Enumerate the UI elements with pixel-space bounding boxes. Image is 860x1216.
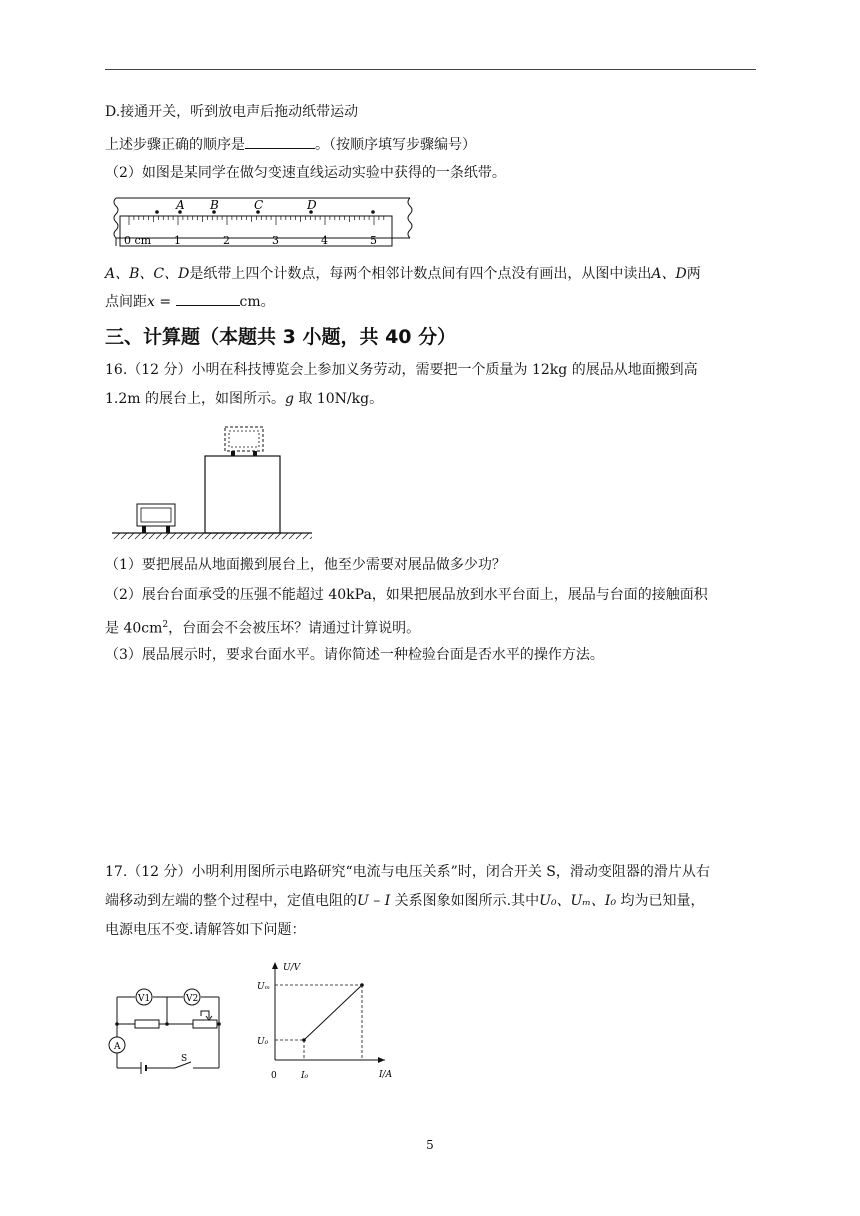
hatch-line [233, 533, 239, 539]
ruler-ticks [129, 216, 384, 225]
voltmeter-v2-label: V2 [186, 994, 199, 1004]
hatch-line [156, 533, 162, 539]
order-question [105, 134, 476, 155]
ground-hatching [114, 533, 312, 539]
display-stand [205, 456, 280, 533]
q16-line2a: 1.2m 的展台上，如图所示。 [105, 391, 285, 407]
hatch-line [275, 533, 281, 539]
q16-sub2b-pre: 是 40cm [105, 620, 163, 637]
q16-line2 [105, 389, 383, 409]
q17-line2c: 均为已知量， [616, 893, 705, 909]
hatch-line [184, 533, 190, 539]
q16-line2b: 取 10N/kg。 [293, 391, 384, 407]
hatch-line [177, 533, 183, 539]
q17-line2b: 关系图象如图所示.其中 [390, 893, 540, 909]
tape-dot [155, 210, 159, 214]
hatch-line [247, 533, 253, 539]
q2-text: （2）如图是某同学在做匀变速直线运动实验中获得的一条纸带。 [105, 165, 506, 181]
hatch-line [226, 533, 232, 539]
distance-answer-blank[interactable] [176, 291, 240, 306]
point-label-a: A [176, 198, 185, 212]
ruler-label-0: 0 cm [124, 234, 152, 247]
origin-label: 0 [271, 1071, 277, 1081]
q16-sub2b-sup: 2 [162, 620, 169, 630]
tape-desc-end: 两 [686, 266, 701, 282]
q17-line2 [105, 891, 705, 911]
hatch-line [268, 533, 274, 539]
step-d-text: D.接通开关，听到放电声后拖动纸带运动 [105, 104, 359, 120]
i0-label: I₀ [301, 1071, 309, 1081]
order-suffix: 。（按顺序填写步骤编号） [315, 137, 476, 153]
exhibit-on-ground [137, 504, 175, 526]
distance-question [105, 291, 275, 312]
q16-line1: 16.（12 分）小明在科技博览会上参加义务劳动，需要把一个质量为 12kg 的展品从地面搬到高 [105, 362, 698, 378]
hatch-line [135, 533, 141, 539]
circuit-diagram [105, 985, 230, 1080]
ruler-label-1: 1 [174, 234, 181, 247]
q17-line1: 17.（12 分）小明利用图所示电路研究“电流与电压关系”时，闭合开关 S，滑动变阻器的滑片从右 [105, 864, 710, 880]
ruler-label-4: 4 [321, 234, 328, 247]
u-i-line [304, 985, 362, 1040]
q16-g-var: g [285, 391, 294, 407]
q16-sub3: （3）展品展示时，要求台面水平。请你简述一种检验台面是否水平的操作方法。 [105, 647, 604, 663]
q16-sub2a: （2）展台台面承受的压强不能超过 40kPa，如果把展品放到水平台面上，展品与台面的接触面积 [105, 587, 708, 603]
ruler-label-3: 3 [272, 234, 279, 247]
q17-ui: U – I [357, 893, 391, 909]
hatch-line [240, 533, 246, 539]
hatch-line [149, 533, 155, 539]
hatch-line [282, 533, 288, 539]
q16-sub1: （1）要把展品从地面搬到展台上，他至少需要对展品做多少功？ [105, 557, 506, 573]
distance-prefix: 点间距 [105, 294, 147, 310]
u-i-graph [255, 958, 400, 1088]
switch-label: S [181, 1054, 188, 1064]
hatch-line [121, 533, 127, 539]
section-title: 三、计算题（本题共 3 小题，共 40 分） [105, 326, 457, 348]
page-number: 5 [426, 1138, 434, 1152]
hatch-line [261, 533, 267, 539]
tape-description [105, 264, 701, 284]
point-label-c: C [254, 198, 264, 212]
voltmeter-v1-label: V1 [138, 994, 151, 1004]
hatch-line [303, 533, 309, 539]
hatch-line [170, 533, 176, 539]
exhibit-platform-figure [112, 422, 312, 542]
hatch-line [114, 533, 120, 539]
x-axis-label: I/A [379, 1070, 393, 1080]
hatch-line [142, 533, 148, 539]
hatch-line [212, 533, 218, 539]
q17-vars: U₀、Uₘ、I₀ [539, 893, 617, 909]
hatch-line [289, 533, 295, 539]
fixed-resistor [135, 1020, 159, 1028]
header-rule [105, 69, 756, 70]
rheostat [193, 1020, 217, 1028]
hatch-line [296, 533, 302, 539]
hatch-line [163, 533, 169, 539]
um-label: Uₘ [257, 982, 271, 992]
hatch-line [254, 533, 260, 539]
order-text: 上述步骤正确的顺序是 [105, 137, 245, 153]
distance-var: x [147, 294, 155, 310]
q16-sub2b-post: ，台面会不会被压坏？请通过计算说明。 [168, 620, 421, 637]
point-label-b: B [210, 198, 219, 212]
u0-label: U₀ [257, 1037, 269, 1047]
tape-points-vars: A、B、C、D [105, 266, 190, 282]
tape-dot [371, 210, 375, 214]
q16-sub2b [105, 615, 420, 639]
ruler-label-2: 2 [223, 234, 230, 247]
q17-line2a: 端移动到左端的整个过程中，定值电阻的 [105, 893, 357, 909]
hatch-line [191, 533, 197, 539]
distance-eq: = [154, 294, 176, 310]
ruler-label-5: 5 [370, 234, 377, 247]
hatch-line [198, 533, 204, 539]
point-label-d: D [307, 198, 317, 212]
y-axis-label: U/V [283, 963, 301, 973]
hatch-line [128, 533, 134, 539]
hatch-line [205, 533, 211, 539]
tape-desc-text: 是纸带上四个计数点，每两个相邻计数点间有四个点没有画出，从图中读出 [189, 266, 652, 282]
u-i-point-start [302, 1038, 306, 1042]
hatch-line [219, 533, 225, 539]
distance-unit: cm。 [239, 294, 275, 310]
tape-points [155, 198, 375, 214]
ammeter-label: A [114, 1042, 121, 1052]
paper-tape-figure [110, 192, 415, 250]
q17-line3: 电源电压不变.请解答如下问题： [105, 922, 306, 938]
order-answer-blank[interactable] [245, 134, 315, 149]
u-i-point-end [360, 983, 364, 987]
hatch-line [310, 533, 312, 539]
tape-ad-vars: A、D [651, 266, 687, 282]
